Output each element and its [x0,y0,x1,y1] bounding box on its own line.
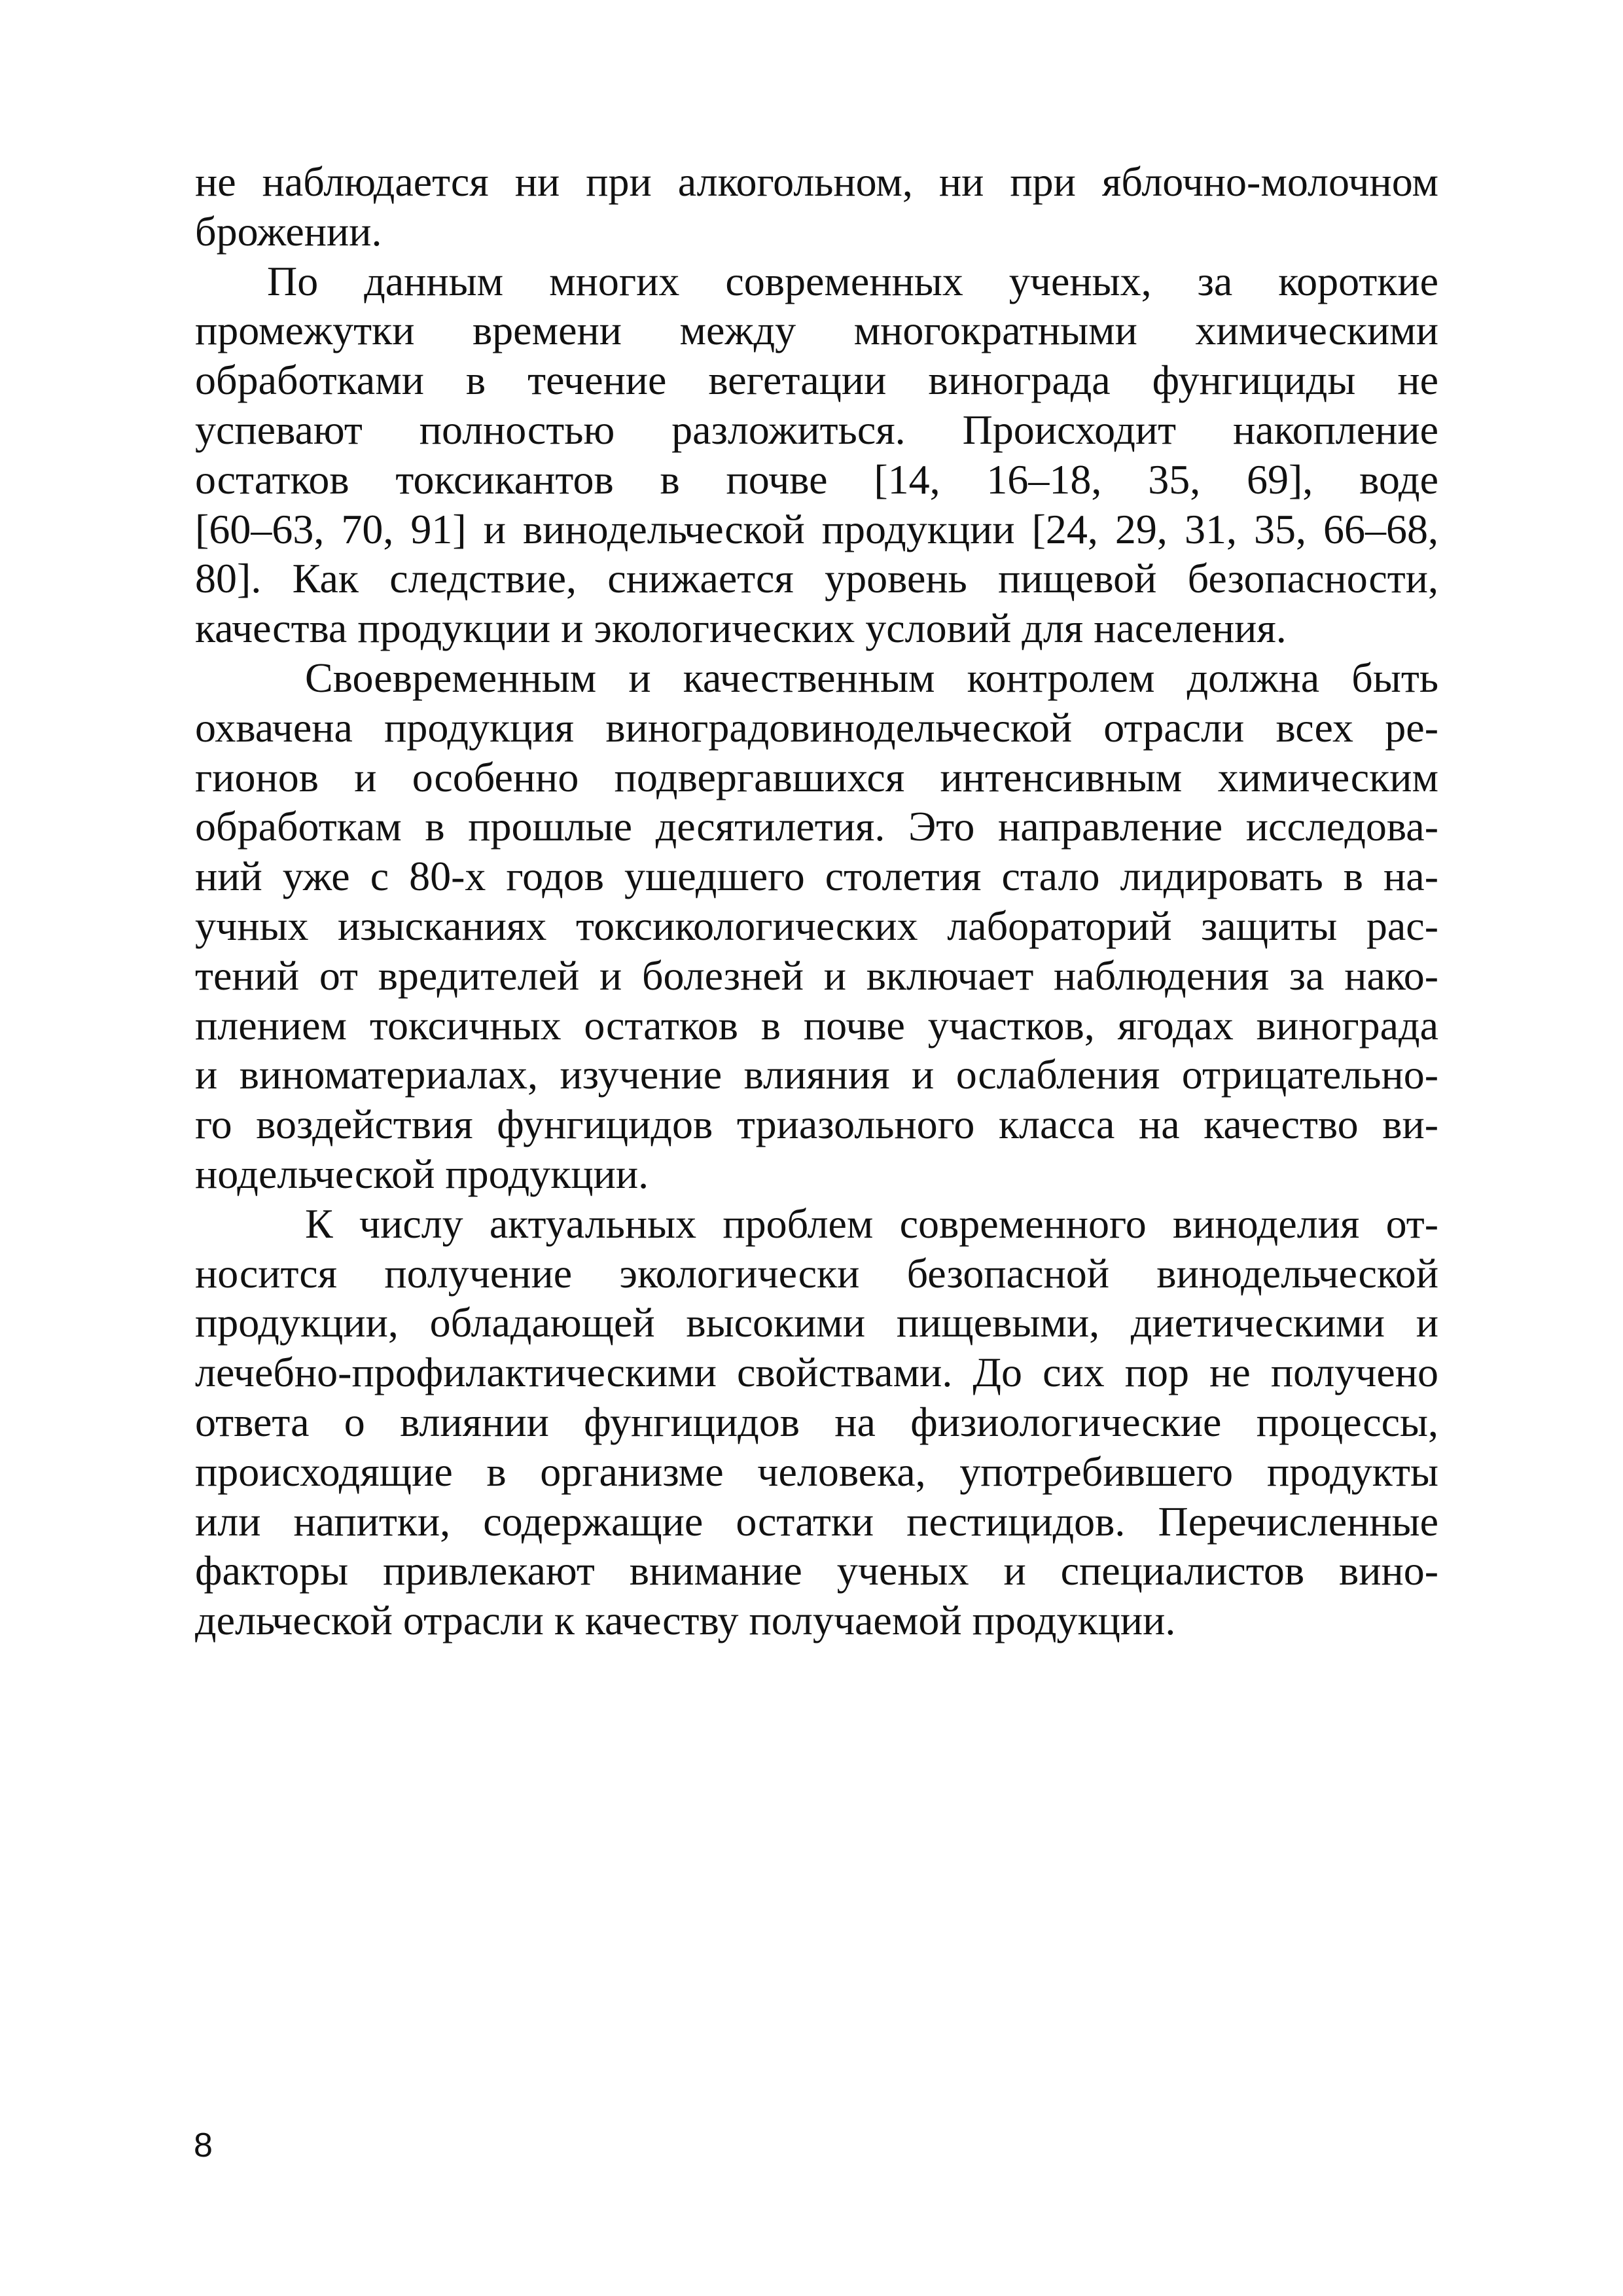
text-line: учных изысканиях токсикологических лабораторий защиты рас- [195,902,1438,949]
text-line: Своевременным и качественным контролем должна быть [305,654,1438,701]
text-line: нодельческой продукции. [195,1150,649,1197]
page-number: 8 [194,2126,213,2164]
text-line: не наблюдается ни при алкогольном, ни при яблочно-молочном [195,158,1438,205]
text-line: носится получение экологически безопасной винодельческой [195,1249,1438,1297]
text-line: происходящие в организме человека, употребившего продукты [195,1448,1438,1495]
text-line: плением токсичных остатков в почве участков, ягодах винограда [195,1001,1438,1049]
text-line: гионов и особенно подвергавшихся интенсивным химическим [195,753,1438,800]
text-line: го воздействия фунгицидов триазольного класса на качество ви- [195,1101,1438,1148]
text-line: тений от вредителей и болезней и включает наблюдения за нако- [195,952,1438,999]
text-line: успевают полностью разложиться. Происходит накопление [195,406,1438,453]
text-line: обработкам в прошлые десятилетия. Это направление исследова- [195,803,1438,850]
text-line: охвачена продукция виноградовинодельческой отрасли всех ре- [195,704,1438,751]
text-line: и виноматериалах, изучение влияния и ослабления отрицательно- [195,1051,1438,1098]
text-line: 80]. Как следствие, снижается уровень пищевой безопасности, [195,555,1438,602]
text-line: По данным многих современных ученых, за короткие [267,257,1438,304]
text-line: промежутки времени между многократными химическими [195,307,1438,354]
body-text [195,157,1438,1645]
text-line: [60–63, 70, 91] и винодельческой продукции [24, 29, 31, 35, 66–68, [195,505,1438,552]
text-line: обработками в течение вегетации винограда фунгициды не [195,357,1438,404]
text-line: остатков токсикантов в почве [14, 16–18, 35, 69], воде [195,456,1438,503]
text-line: ответа о влиянии фунгицидов на физиологические процессы, [195,1398,1438,1445]
text-line: К числу актуальных проблем современного виноделия от- [305,1200,1438,1247]
text-line: ний уже с 80-х годов ушедшего столетия стало лидировать в на- [195,853,1438,900]
text-line: продукции, обладающей высокими пищевыми, диетическими и [195,1299,1438,1346]
text-line: качества продукции и экологических условий для населения. [195,605,1287,652]
text-line: факторы привлекают внимание ученых и специалистов вино- [195,1547,1438,1594]
text-line: брожении. [195,207,382,255]
text-line: лечебно-профилактическими свойствами. До сих пор не получено [195,1349,1438,1396]
text-line: или напитки, содержащие остатки пестицидов. Перечисленные [195,1498,1438,1545]
text-line: дельческой отрасли к качеству получаемой продукции. [195,1597,1176,1644]
